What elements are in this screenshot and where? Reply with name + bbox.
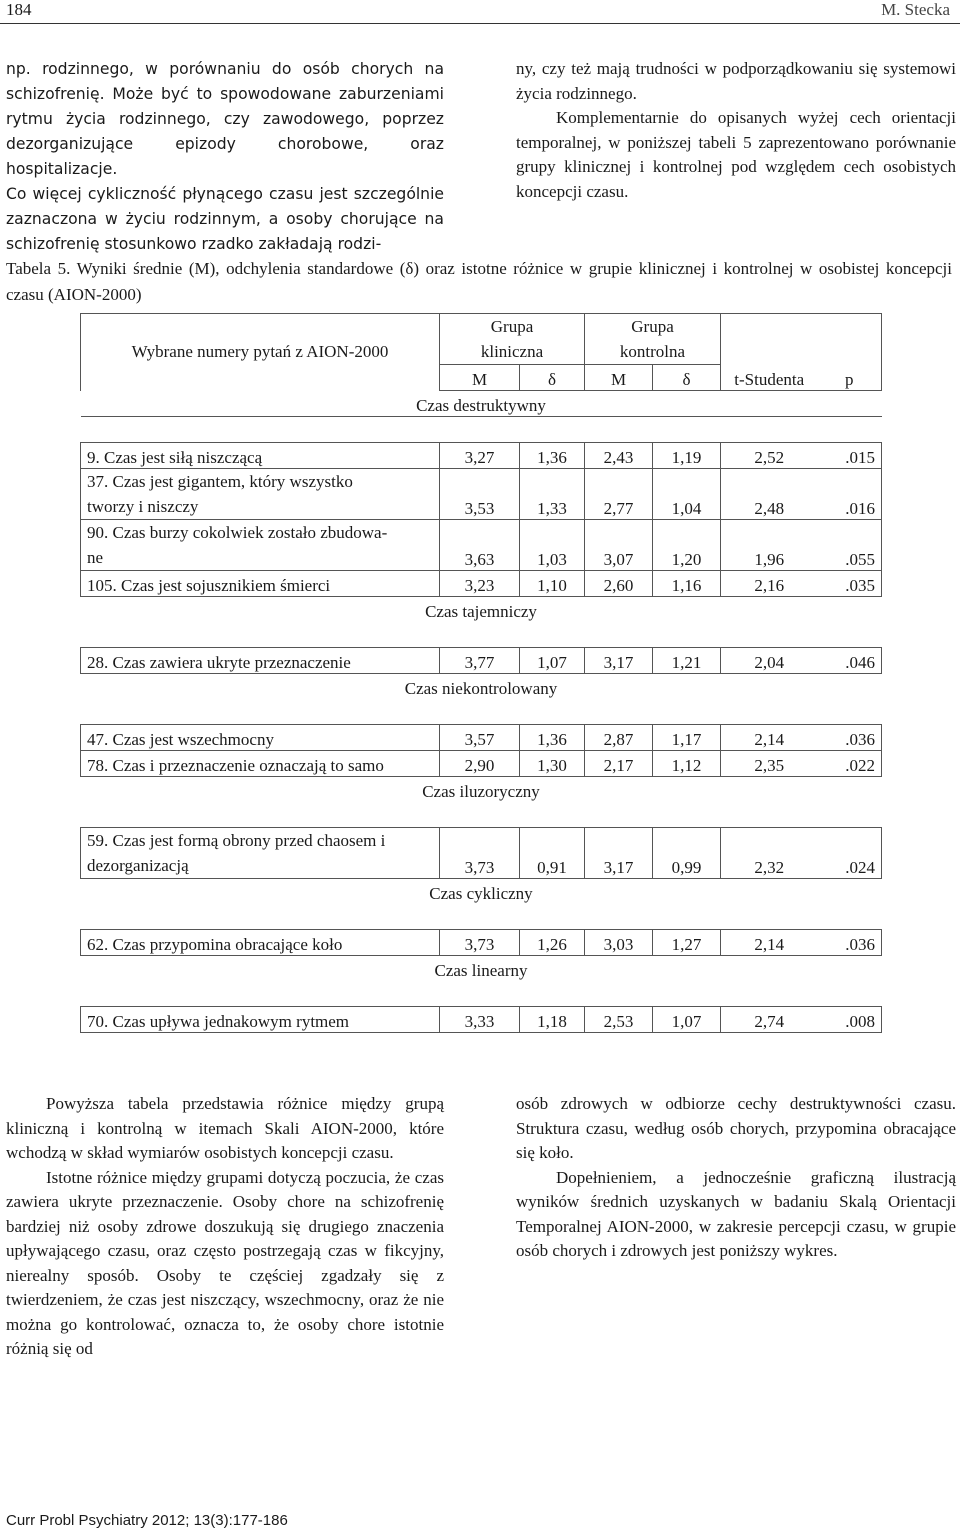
table-row: 78. Czas i przeznaczenie oznaczają to samo 2,90 1,30 2,17 1,12 2,35 .022 xyxy=(81,751,882,777)
column-header-clinical: Grupa kliniczna xyxy=(440,314,585,365)
section-row: Czas cykliczny xyxy=(81,879,882,905)
bottom-left-column xyxy=(6,1092,444,1362)
column-header-m2: M xyxy=(585,365,653,391)
table-caption: Tabela 5. Wyniki średnie (M), odchylenia standardowe (δ) oraz istotne różnice w grupie klinicznej i kontrolnej w osobistej koncepcji czasu (AION-2000) xyxy=(6,259,952,304)
paragraph: np. rodzinnego, w porównaniu do osób chorych na schizofrenię. Może być to spowodowane zaburzeniami rytmu życia rodzinnego, czy zawodowego, poprzez dezorganizujące epizody chorobowe, oraz hospitalizacje. xyxy=(6,60,444,178)
section-row: Czas iluzoryczny xyxy=(81,777,882,803)
bottom-right-column xyxy=(516,1092,956,1264)
column-header-item: Wybrane numery pytań z AION-2000 xyxy=(81,314,440,391)
section-row: Czas niekontrolowany xyxy=(81,674,882,700)
running-author: M. Stecka xyxy=(881,0,950,19)
table-row: 105. Czas jest sojusznikiem śmierci 3,23 1,10 2,60 1,16 2,16 .035 xyxy=(81,571,882,597)
column-header-m1: M xyxy=(440,365,520,391)
top-left-column xyxy=(6,57,444,257)
paragraph: Dopełnieniem, a jednocześnie graficzną ilustracją wyników średnich uzyskanych w badaniu Skalą Orientacji Temporalnej AION-2000, w zakresie percepcji czasu, w grupie osób chorych i zdrowych jest poniższy wykres. xyxy=(516,1167,956,1260)
column-header-t: t-Studenta xyxy=(721,365,818,391)
running-header xyxy=(0,0,960,22)
table-row: 47. Czas jest wszechmocny 3,57 1,36 2,87 1,17 2,14 .036 xyxy=(81,725,882,751)
section-row: Czas tajemniczy xyxy=(81,597,882,623)
table-row: 70. Czas upływa jednakowym rytmem 3,33 1,18 2,53 1,07 2,74 .008 xyxy=(81,1007,882,1033)
results-table xyxy=(80,313,882,1033)
table-row: 90. Czas burzy cokolwiek zostało zbudowa- ne 3,63 1,03 3,07 1,20 1,96 .055 xyxy=(81,520,882,571)
top-right-column xyxy=(516,57,956,204)
column-header-p: p xyxy=(818,365,882,391)
table-row: 62. Czas przypomina obracające koło 3,73 1,26 3,03 1,27 2,14 .036 xyxy=(81,930,882,956)
section-row: Czas destruktywny xyxy=(81,391,882,417)
journal-footer: Curr Probl Psychiatry 2012; 13(3):177-186 xyxy=(6,1512,288,1529)
column-header-control: Grupa kontrolna xyxy=(585,314,721,365)
paragraph: Powyższa tabela przedstawia różnice między grupą kliniczną i kontrolną w itemach Skali AION-2000, które wchodzą w skład wymiarów osobistych koncepcji czasu. xyxy=(6,1094,444,1162)
table-row: 28. Czas zawiera ukryte przeznaczenie 3,77 1,07 3,17 1,21 2,04 .046 xyxy=(81,648,882,674)
paragraph: Istotne różnice między grupami dotyczą poczucia, że czas zawiera ukryte przeznaczenie. Osoby chore na schizofrenię bardziej niż osoby zdrowe doszukują się drugiego znaczenia upływającego czasu, oraz często postrzegają czas w fikcyjny, nierealny sposób. Osoby te częściej zgadzały się z twierdzeniem, że czas jest niszczący, wszechmocny, oraz że nie można go kontrolować, oznacza to, że osoby chore istotnie różnią się od xyxy=(6,1167,444,1358)
table-row: 37. Czas jest gigantem, który wszystko tworzy i niszczy 3,53 1,33 2,77 1,04 2,48 .016 xyxy=(81,469,882,520)
header-row-groups xyxy=(81,314,882,365)
header-rule xyxy=(0,23,960,24)
paragraph: Komplementarnie do opisanych wyżej cech orientacji temporalnej, w poniższej tabeli 5 zaprezentowano porównanie grupy klinicznej i kontrolnej pod względem cech osobistych koncepcji czasu. xyxy=(516,108,956,201)
paragraph: osób zdrowych w odbiorze cechy destruktywności czasu. Struktura czasu, według osób chorych, przypomina obracające się koło. xyxy=(516,1094,956,1162)
paragraph: Co więcej cykliczność płynącego czasu jest szczególnie zaznaczona w życiu rodzinnym, a osoby chorujące na schizofrenię stosunkowo rzadko zakładają rodzi- xyxy=(6,185,444,253)
column-header-d2: δ xyxy=(653,365,721,391)
paragraph: ny, czy też mają trudności w podporządkowaniu się systemowi życia rodzinnego. xyxy=(516,59,956,103)
section-row: Czas linearny xyxy=(81,956,882,982)
page-number: 184 xyxy=(6,0,32,19)
table-row: 9. Czas jest siłą niszczącą 3,27 1,36 2,43 1,19 2,52 .015 xyxy=(81,443,882,469)
table-row: 59. Czas jest formą obrony przed chaosem i dezorganizacją 3,73 0,91 3,17 0,99 2,32 .024 xyxy=(81,828,882,879)
column-header-d1: δ xyxy=(520,365,585,391)
